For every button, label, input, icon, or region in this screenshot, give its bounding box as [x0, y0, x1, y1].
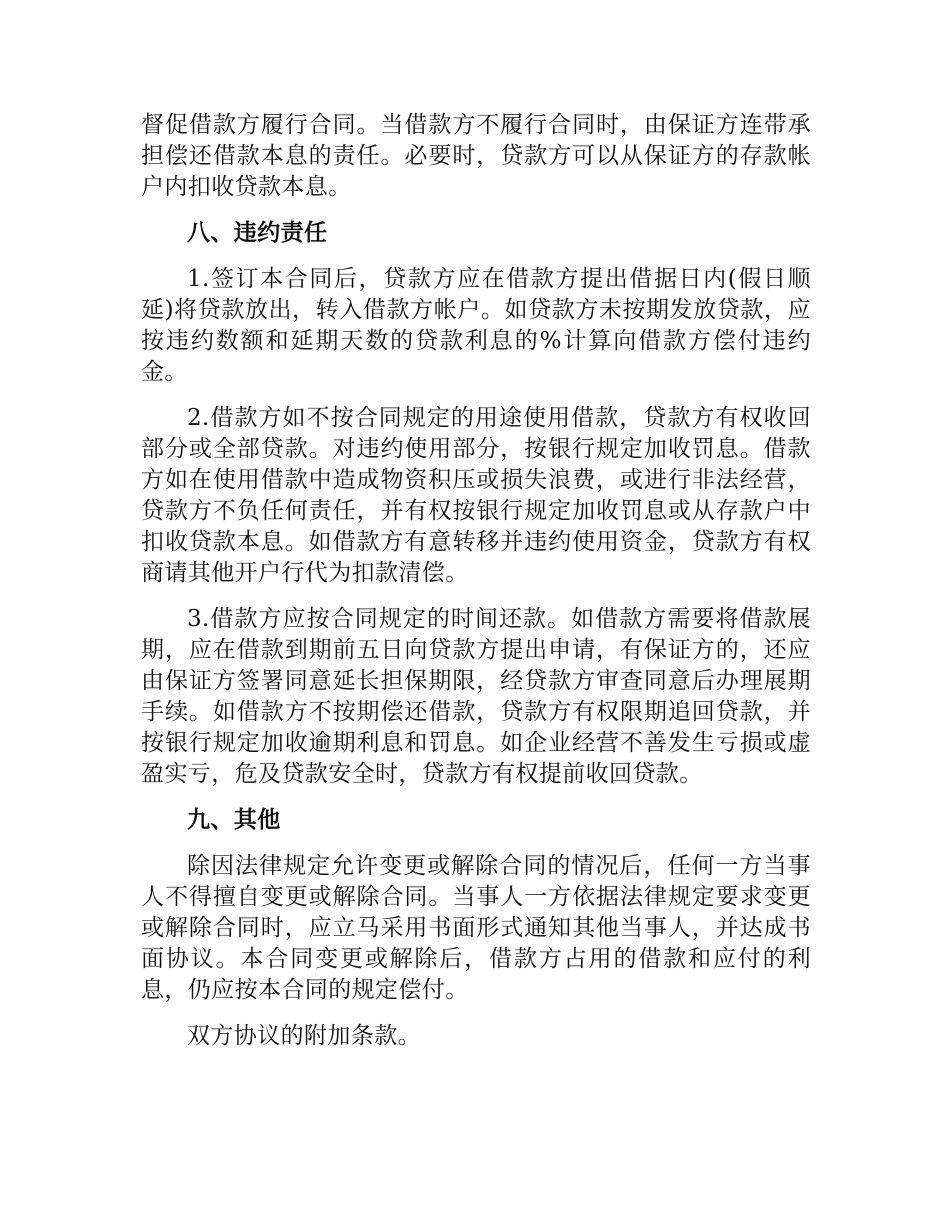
section-8-clause-2: 2.借款方如不按合同规定的用途使用借款，贷款方有权收回部分或全部贷款。对违约使用部分，按银行规定加收罚息。借款方如在使用借款中造成物资积压或损失浪费，或进行非法经营，贷款方不负任何责任，并有权按银行规定加收罚息或从存款户中扣收贷款本息。如借款方有意转移并违约使用资金，贷款方有权商请其他开户行代为扣款清偿。: [141, 405, 811, 586]
continuation-paragraph: 督促借款方履行合同。当借款方不履行合同时，由保证方连带承担偿还借款本息的责任。必要时，贷款方可以从保证方的存款帐户内扣收贷款本息。: [141, 112, 811, 200]
document-page: [141, 110, 811, 1067]
additional-terms-paragraph: 双方协议的附加条款。: [187, 1023, 421, 1049]
section-8-clause-3: 3.借款方应按合同规定的时间还款。如借款方需要将借款展期，应在借款到期前五日向贷款方提出申请，有保证方的，还应由保证方签署同意延长担保期限，经贷款方审查同意后办理展期手续。如借款方不按期偿还借款，贷款方有权限期追回贷款，并按银行规定加收逾期利息和罚息。如企业经营不善发生亏损或虚盈实亏，危及贷款安全时，贷款方有权提前收回贷款。: [141, 606, 811, 787]
section-9-heading: 九、其他: [187, 807, 281, 833]
section-9-paragraph: 除因法律规定允许变更或解除合同的情况后，任何一方当事人不得擅自变更或解除合同。当事人一方依据法律规定要求变更或解除合同时，应立马采用书面形式通知其他当事人，并达成书面协议。本合同变更或解除后，借款方占用的借款和应付的利息，仍应按本合同的规定偿付。: [141, 853, 811, 1003]
section-8-heading: 八、违约责任: [187, 220, 328, 246]
section-8-clause-1: 1.签订本合同后，贷款方应在借款方提出借据日内(假日顺延)将贷款放出，转入借款方帐户。如贷款方未按期发放贷款，应按违约数额和延期天数的贷款利息的%计算向借款方偿付违约金。: [141, 266, 811, 385]
